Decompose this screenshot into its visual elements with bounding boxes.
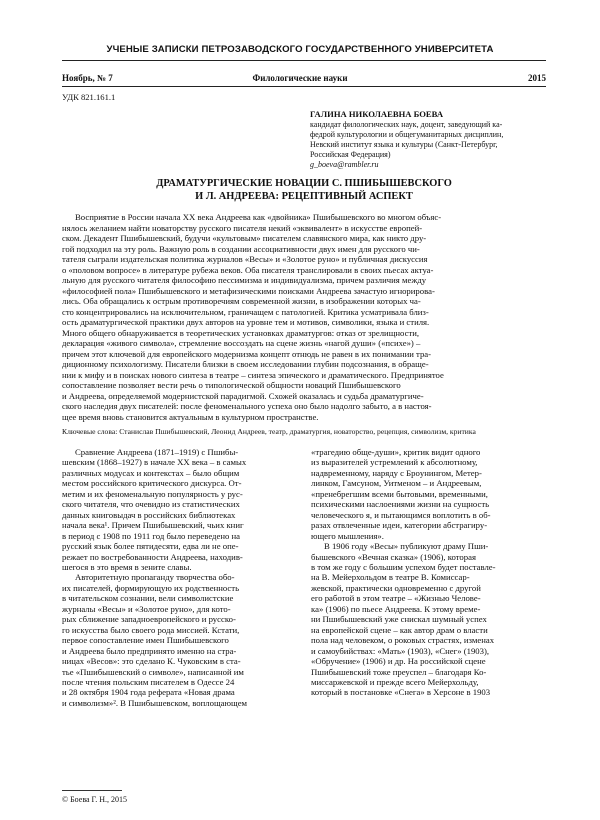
body-text-line: Сравнение Андреева (1871–1919) с Пшибы- — [75, 447, 239, 457]
body-text-line: психическими наслоениями жизни на сущность — [311, 499, 490, 510]
abstract-line: «философией пола» Пшибышевского и метафизическими поисками Андреева зачастую игнорирова- — [62, 285, 435, 296]
body-text-line: русский язык более пятидесяти, едва ли не опе- — [62, 541, 239, 552]
body-text-line: его работой в этом театре – «Жизнью Челове- — [311, 593, 481, 604]
body-text-line: в читательском сознании, вели символистские — [62, 593, 234, 604]
abstract-line: ость драматургической практики двух авторов на уровне тем и мотивов, символики, языка и стиля. — [62, 317, 430, 327]
body-text-line: на европейской сцене – как автор драм о власти — [311, 624, 488, 635]
body-text-line: линком, Гамсуном, Уитменом – и Андреевым, — [311, 478, 482, 489]
body-text-line: первое сопоставление имен Пшибышевского — [62, 635, 229, 646]
body-text-line: шевским (1868–1927) в начале XX века – в самых — [62, 457, 247, 468]
abstract-line: Восприятие в России начала XX века Андреева как «двойника» Пшибышевского во многом объяс- — [75, 212, 442, 222]
body-text-line: пола над человеком, о роковых страстях, изменах — [311, 635, 495, 646]
abstract-line: щее время вновь становится актуальным в культурном пространстве. — [62, 411, 319, 422]
body-text-line: начала века¹. Причем Пшибышевский, чьих книг — [62, 520, 244, 531]
body-text-line: в период с 1908 по 1911 год было переведено на — [62, 530, 241, 541]
copyright-footer: © Боева Г. Н., 2015 — [62, 795, 128, 804]
abstract-line: о «половом вопросе» в литературе рубежа веков. Оба писателя транслировали в своих пьесах актуа- — [62, 264, 434, 275]
abstract-line: сто концентрировались на исключительном, граничащем с патологией. Критика усматривала близ- — [62, 306, 429, 317]
body-text-line: тье «Пшибышевский о символе», написанной им — [62, 666, 244, 677]
year-label: 2015 — [528, 73, 546, 83]
author-block — [310, 109, 550, 170]
body-text-line: ницах «Весов»: это сделано К. Чуковским в ста- — [62, 656, 241, 667]
header-rule-top — [62, 60, 546, 61]
author-affiliation-line: кандидат филологических наук, доцент, заведующий ка- — [310, 120, 503, 129]
header-rule-bottom — [62, 86, 546, 87]
abstract-line: ском. Декадент Пшибышевский, будучи «культовым» писателем славянского мира, как никто дру- — [62, 233, 427, 243]
body-column-left — [62, 447, 297, 708]
body-text-line: Пшибышевский тоже преуспел – благодаря Ко- — [311, 666, 487, 677]
body-text-line: миссаржевской и прежде всего Мейерхольду, — [311, 676, 479, 687]
author-affiliation-line: федрой культурологии и общегуманитарных дисциплин, — [310, 130, 504, 139]
abstract-line: лись. Оба обращались к острым противоречиям современной жизни, в изображении которых ча- — [62, 296, 421, 306]
abstract-line: и Андреева, определяемой модернистской парадигмой. Схожей оказалась и судьба драматургиче- — [62, 390, 424, 401]
body-text-line: различных модусах и контекстах – было общим — [62, 467, 240, 478]
abstract-line: нии к мифу и в поисках нового синтеза в театре – синтеза эпического и драматического. Предпринятое — [62, 369, 444, 380]
body-text-line: метим и их феноменальную популярность у рус- — [62, 488, 243, 499]
abstract-line: диционному психологизму. Писатели близки в своем исследовании глубин подсознания, в обраще- — [62, 359, 429, 369]
body-text-line: «Обручение» (1906) и др. На российской сцене — [311, 656, 486, 667]
body-text-line: в том же году с большим успехом будет поставле- — [311, 561, 496, 572]
body-text-line: разах отвлеченные идеи, категории абстрагиру- — [311, 520, 488, 531]
body-text-line: из выразителей устремлений к абсолютному, — [311, 457, 478, 468]
section-label: Филологические науки — [252, 73, 348, 83]
body-text-line: на В. Мейерхольдом в театре В. Комиссар- — [311, 572, 470, 583]
body-text-line: данных книговыдач в российских библиотеках — [62, 509, 236, 520]
author-affiliation-line: Российская Федерация) — [310, 150, 391, 159]
body-column-right — [311, 447, 546, 698]
body-text-line: рых сближение западноевропейского и русско- — [62, 614, 236, 625]
body-text-line: жевской, практически одновременно с другой — [311, 582, 481, 593]
body-text-line: «трагедию обще-души», критик видит одного — [311, 447, 481, 457]
abstract-line: ского наследия двух писателей: после феноменального успеха оно было надолго забыто, а в настоя- — [62, 401, 432, 411]
abstract-line: гой подходил на эту роль. Важную роль в создании ассоциативности двух имен для русского чи- — [62, 243, 420, 254]
body-text-line: и символизм»². В Пшибышевском, воплощающем — [62, 697, 248, 708]
udk-code: УДК 821.161.1 — [62, 92, 116, 102]
body-text-line: го искусства было своего рода миссией. Кстати, — [62, 624, 240, 635]
body-text-line: «пренебрегшим всеми бытовыми, временными, — [311, 488, 488, 499]
body-text-line: бышевского «Вечная сказка» (1906), которая — [311, 551, 476, 562]
abstract — [62, 212, 546, 422]
keywords: Ключевые слова: Станислав Пшибышевский, Леонид Андреев, театр, драматургия, новаторство, рецепция, символизм, критика — [62, 427, 476, 436]
issue-label: Ноябрь, № 7 — [62, 73, 113, 83]
author-name: ГАЛИНА НИКОЛАЕВНА БОЕВА — [310, 109, 444, 119]
body-text-line: ющего мышления». — [311, 530, 384, 541]
body-text-line: и Андреева было предпринято именно на стра- — [62, 645, 237, 656]
body-text-line: журналы «Весы» и «Золотое руно», для кото- — [62, 603, 231, 614]
abstract-line: тателя сыграли издательская политика журналов «Весы» и «Золотое руно» и публичная дискуссия — [62, 254, 428, 264]
article-title — [62, 177, 546, 203]
article-title-line: ДРАМАТУРГИЧЕСКИЕ НОВАЦИИ С. ПШИБЫШЕВСКОГО — [156, 178, 452, 189]
abstract-line: Много общего обнаруживается в теоретических установках драматургов: отказ от зрелищности, — [62, 327, 420, 338]
body-text-line: шегося в это время в зените славы. — [62, 561, 192, 572]
body-text-line: после чтения польским писателем в Одессе 24 — [62, 676, 235, 687]
body-text-line: их писателей, формирующую их родственность — [62, 582, 240, 593]
body-text-line: Авторитетную пропаганду творчества обо- — [75, 572, 235, 583]
body-text-line: который в постановке «Снега» в Херсоне в 1903 — [311, 687, 491, 698]
body-text-line: режает по востребованности Андреева, находив- — [62, 551, 243, 562]
body-text-line: ни Пшибышевский уже снискал шумный успех — [311, 614, 487, 625]
abstract-line: сопоставление позволяет вести речь о типологической общности новаций Пшибышевского — [62, 380, 401, 390]
body-text-line: В 1906 году «Весы» публикуют драму Пши- — [324, 541, 489, 552]
abstract-line: декларация «живого символа», стремление воссоздать на сцене жизнь «нагой души» («психе») – — [62, 338, 421, 348]
article-title-line: И Л. АНДРЕЕВА: РЕЦЕПТИВНЫЙ АСПЕКТ — [195, 191, 413, 202]
body-text-line: ка» (1906) по пьесе Андреева. К этому време- — [311, 603, 481, 614]
abstract-line: причем этот ключевой для европейского модернизма концепт отнюдь не равен в их понимании тра- — [62, 348, 432, 359]
body-text-line: человеческого я, и пытающимся воплотить в об- — [311, 509, 491, 520]
body-text-line: и 28 октября 1904 года реферата «Новая драма — [62, 687, 235, 698]
body-text-line: надвременному, наряду с Брoунингом, Метер- — [311, 467, 482, 478]
body-text-line: и самоубийствах: «Мать» (1903), «Снег» (1903), — [311, 645, 490, 656]
author-email[interactable]: g_boeva@rambler.ru — [310, 160, 379, 169]
abstract-line: льную для русского читателя философию пессимизма и индивидуализма, причем различия между — [62, 275, 427, 285]
abstract-line: нялось желанием найти новаторству русского писателя некий «эквивалент» в искусстве европей- — [62, 222, 423, 233]
body-text-line: местом российского критического дискурса. От- — [62, 478, 242, 489]
journal-title: УЧЕНЫЕ ЗАПИСКИ ПЕТРОЗАВОДСКОГО ГОСУДАРСТВЕННОГО УНИВЕРСИТЕТА — [106, 44, 494, 55]
body-text-line: ского читателя, что очевидно из статистических — [62, 499, 240, 510]
author-affiliation-line: Невский институт языка и культуры (Санкт-Петербург, — [310, 140, 498, 149]
footnote-rule — [62, 790, 122, 791]
